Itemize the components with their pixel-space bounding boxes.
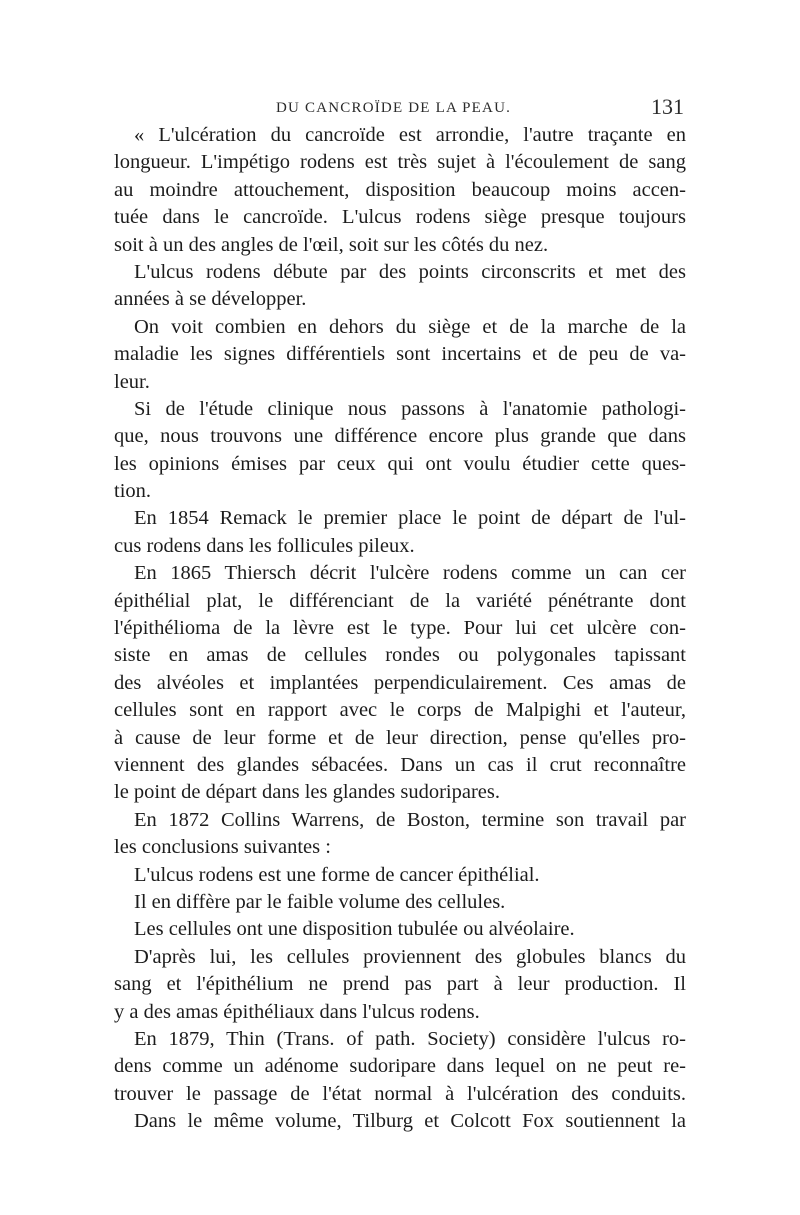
body-text	[114, 122, 686, 1135]
text-line: à cause de leur forme et de leur direction, pense qu'elles pro-	[114, 726, 686, 749]
text-line: L'ulcus rodens débute par des points circonscrits et met des	[134, 260, 686, 283]
text-line: des alvéoles et implantées perpendiculairement. Ces amas de	[114, 671, 686, 694]
text-line: D'après lui, les cellules proviennent des globules blancs du	[134, 945, 686, 968]
text-line: En 1879, Thin (Trans. of path. Society) considère l'ulcus ro-	[134, 1027, 686, 1050]
text-line: maladie les signes différentiels sont incertains et de peu de va-	[114, 343, 686, 366]
text-line: viennent des glandes sébacées. Dans un cas il crut reconnaître	[114, 753, 686, 776]
text-line: tion.	[114, 480, 152, 503]
text-line: En 1865 Thiersch décrit l'ulcère rodens comme un can cer	[134, 562, 686, 585]
text-line: que, nous trouvons une différence encore plus grande que dans	[114, 425, 686, 448]
text-line: Il en diffère par le faible volume des cellules.	[134, 890, 506, 913]
text-line: tuée dans le cancroïde. L'ulcus rodens siège presque toujours	[114, 206, 686, 229]
text-line: soit à un des angles de l'œil, soit sur les côtés du nez.	[114, 233, 549, 256]
text-line: cus rodens dans les follicules pileux.	[114, 534, 415, 557]
text-line: y a des amas épithéliaux dans l'ulcus rodens.	[114, 1000, 480, 1023]
text-line: « L'ulcération du cancroïde est arrondie, l'autre traçante en	[134, 124, 686, 146]
text-line: leur.	[114, 370, 150, 393]
text-line: siste en amas de cellules rondes ou polygonales tapissant	[114, 644, 686, 667]
text-line: les conclusions suivantes :	[114, 836, 331, 859]
text-line: le point de départ dans les glandes sudoripares.	[114, 781, 500, 804]
page-number: 131	[651, 94, 684, 119]
text-line: les opinions émises par ceux qui ont voulu étudier cette ques-	[114, 452, 686, 475]
text-line: longueur. L'impétigo rodens est très sujet à l'écoulement de sang	[114, 151, 686, 174]
text-line: On voit combien en dehors du siège et de la marche de la	[134, 315, 686, 338]
text-line: Si de l'étude clinique nous passons à l'anatomie pathologi-	[134, 397, 686, 420]
text-line: dens comme un adénome sudoripare dans lequel on ne peut re-	[114, 1055, 686, 1078]
text-line: Dans le même volume, Tilburg et Colcott Fox soutiennent la	[134, 1110, 686, 1133]
running-title: DU CANCROÏDE DE LA PEAU.	[276, 100, 512, 116]
text-line: trouver le passage de l'état normal à l'ulcération des conduits.	[114, 1082, 686, 1105]
text-line: années à se développer.	[114, 288, 307, 311]
text-line: cellules sont en rapport avec le corps de Malpighi et l'auteur,	[114, 699, 686, 722]
text-line: En 1872 Collins Warrens, de Boston, termine son travail par	[134, 808, 686, 831]
text-line: au moindre attouchement, disposition beaucoup moins accen-	[114, 178, 686, 201]
page-header	[114, 94, 686, 122]
text-line: sang et l'épithélium ne prend pas part à leur production. Il	[114, 973, 686, 996]
text-line: épithélial plat, le différenciant de la variété pénétrante dont	[114, 589, 686, 612]
text-line: Les cellules ont une disposition tubulée ou alvéolaire.	[134, 918, 575, 941]
text-line: L'ulcus rodens est une forme de cancer épithélial.	[134, 863, 540, 886]
text-line: En 1854 Remack le premier place le point de départ de l'ul-	[134, 507, 686, 530]
text-line: l'épithélioma de la lèvre est le type. Pour lui cet ulcère con-	[114, 617, 686, 640]
